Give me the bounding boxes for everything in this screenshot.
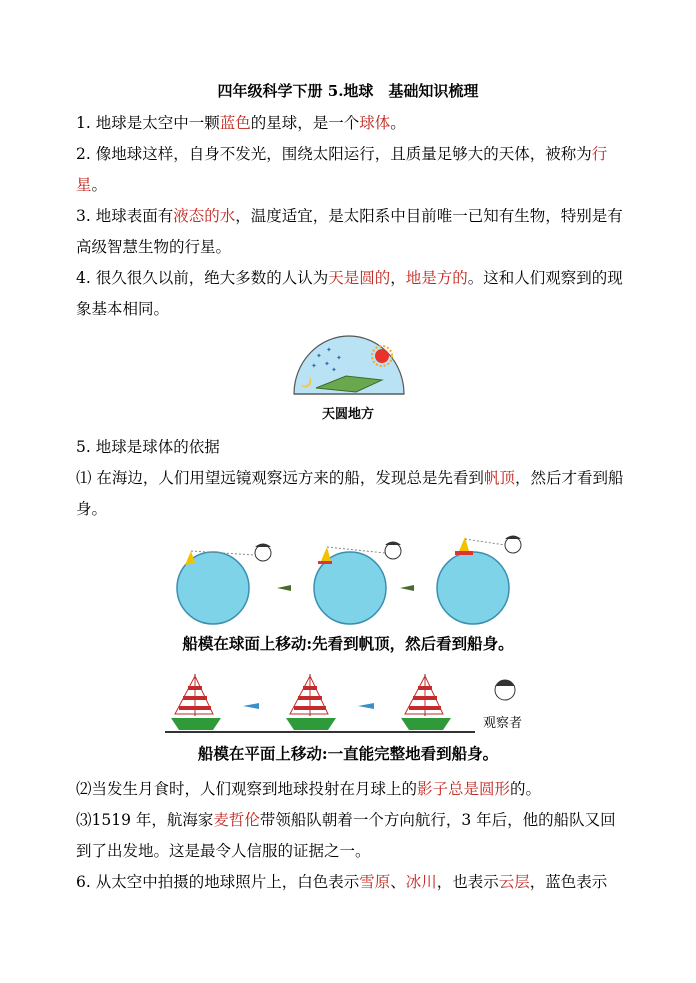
text: 6. 从太空中拍摄的地球照片上，白色表示 [76,873,360,891]
highlight-text: 地是方的 [405,269,468,287]
boat-1 [171,674,221,730]
text: 、 [390,873,406,891]
text: 。这和人们观察到的现象基本相同。 [76,269,623,318]
paragraph-2 [76,139,624,201]
text: ⑴ 在海边，人们用望远镜观察远方来的船，发现总是先看到 [76,469,484,487]
paragraph-5-2 [76,774,624,805]
text: ，也表示 [436,873,499,891]
svg-text:✦: ✦ [311,362,317,370]
svg-text:✦: ✦ [326,346,332,354]
text: ，然后才看到船身。 [76,469,624,518]
text: 3. 地球表面有 [76,207,174,225]
text: ⑵当发生月食时，人们观察到地球投射在月球上的 [76,780,418,798]
highlight-text: 雪原 [359,873,391,891]
text: 的。 [510,780,542,798]
text: 。 [390,114,406,132]
highlight-text: 行星 [76,145,608,194]
svg-text:✦: ✦ [316,352,322,360]
boat-2 [286,674,336,730]
text: ，蓝色表示 [529,873,608,891]
observer-label: 观察者 [483,716,523,731]
text: ⑶1519 年，航海家 [76,811,214,829]
svg-text:✦: ✦ [324,360,330,368]
text: 的星球，是一个 [250,114,360,132]
text: 2. 像地球这样，自身不发光，围绕太阳运行，且质量足够大的天体，被称为 [76,145,592,163]
text: 1. 地球是太空中一颗 [76,114,220,132]
paragraph-5-3 [76,805,624,867]
svg-text:✦: ✦ [331,366,337,374]
highlight-text: 云层 [498,873,530,891]
page-title: 四年级科学下册 5.地球 基础知识梳理 [217,82,479,100]
highlight-text: 液态的水 [173,207,236,225]
highlight-text: 影子总是圆形 [417,780,511,798]
paragraph-3 [76,201,624,263]
globe-2 [314,542,401,625]
highlight-text: 冰川 [405,873,437,891]
paragraph-4 [76,263,624,325]
highlight-text: 天是圆的 [328,269,391,287]
text: 带领船队朝着一个方向航行，3 年后，他的船队又回到了出发地。这是最令人信服的证据之一。 [76,811,616,860]
paragraph-6 [76,867,624,898]
figure-2-caption: 船模在球面上移动:先看到帆顶，然后看到船身。 [182,634,514,653]
observer-head [495,680,515,700]
text: 。 [91,176,108,194]
text: ，温度适宜，是太阳系中目前唯一已知有生物，特别是有高级智慧生物的行星。 [76,207,623,256]
text: 4. 很久很久以前，绝大多数的人认为 [76,269,329,287]
highlight-text: 帆顶 [483,469,515,487]
text: ， [390,269,406,287]
globe-3 [437,536,521,625]
svg-text:✦: ✦ [336,354,342,362]
globe-ship-illustration [175,533,525,628]
globe-1 [177,544,271,625]
figure-3-caption: 船模在平面上移动:一直能完整地看到船身。 [197,744,499,763]
highlight-text: 球体 [359,114,391,132]
paragraph-1 [76,108,624,139]
paragraph-5-1 [76,463,624,525]
highlight-text: 麦哲伦 [213,811,260,829]
boat-3 [401,674,451,730]
figure-1-caption: 天圆地方 [321,407,374,422]
paragraph-5: 5. 地球是球体的依据 [76,438,220,456]
dome-illustration [286,330,412,400]
highlight-text: 蓝色 [219,114,251,132]
